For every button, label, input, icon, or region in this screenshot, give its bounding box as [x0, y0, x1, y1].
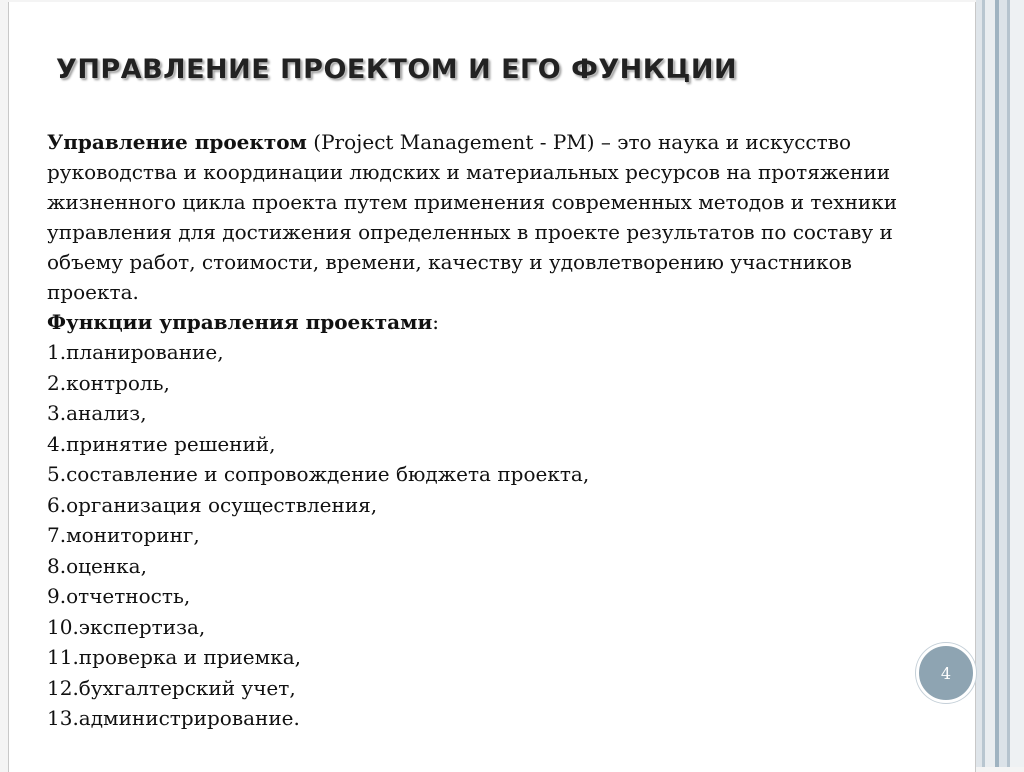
- slide-title: УПРАВЛЕНИЕ ПРОЕКТОМ И ЕГО ФУНКЦИИ: [56, 54, 738, 85]
- list-item: 8.оценка,: [47, 553, 147, 578]
- list-item: 6.организация осуществления,: [47, 492, 378, 517]
- list-item: 12.бухгалтерский учет,: [47, 675, 296, 700]
- list-item: 9.отчетность,: [47, 584, 191, 608]
- functions-heading: Функции управления проектами: [47, 310, 433, 334]
- list-item: 2.контроль,: [47, 370, 170, 395]
- list-item: 7.мониторинг,: [47, 523, 200, 547]
- list-item: 5.составление и сопровождение бюджета проекта,: [47, 462, 590, 486]
- slide-body: [47, 127, 927, 734]
- definition-text: (Project Management - PM) – это наука и искусство руководства и координации людских и материальных ресурсов на протяжении жизненного цикла проекта путем применения современных методов и техники управления для достижения определенных в проекте результатов по составу и объему работ, стоимости, времени, качеству и удовлетворению участников проекта.: [47, 130, 898, 304]
- stripe: [985, 0, 995, 767]
- list-item: 3.анализ,: [47, 401, 147, 425]
- definition-paragraph: [47, 127, 927, 307]
- functions-heading-line: [47, 307, 927, 337]
- page-number-badge: 4: [916, 643, 976, 703]
- list-item: 4.принятие решений,: [47, 431, 276, 456]
- stripe: [999, 0, 1007, 767]
- functions-list: [47, 337, 927, 734]
- list-item: 10.экспертиза,: [47, 614, 206, 639]
- list-item: 13.администрирование.: [47, 706, 300, 730]
- definition-term: Управление проектом: [47, 130, 307, 154]
- list-item: 1.планирование,: [47, 340, 224, 364]
- decorative-side-stripes: [976, 0, 1024, 767]
- functions-heading-colon: :: [432, 310, 440, 334]
- list-item: 11.проверка и приемка,: [47, 645, 301, 669]
- stripe: [1010, 0, 1024, 767]
